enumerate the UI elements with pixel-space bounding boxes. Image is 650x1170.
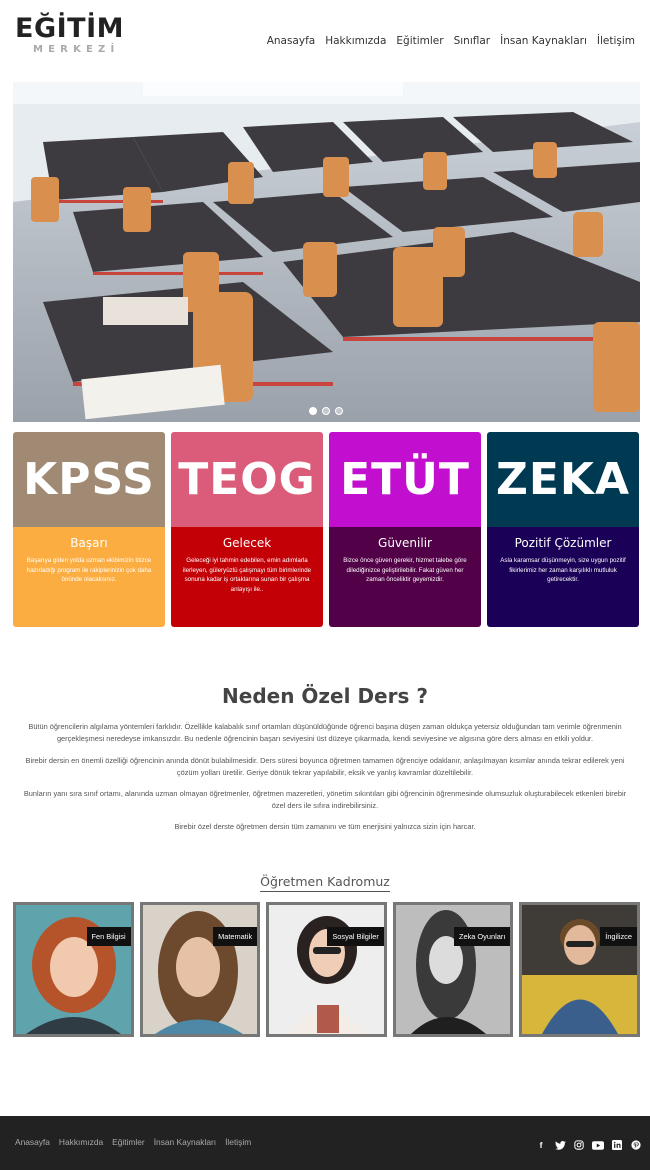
nav-anasayfa[interactable]: Anasayfa (266, 35, 316, 47)
card-etut[interactable] (329, 432, 481, 627)
card-title: Güvenilir (378, 536, 432, 550)
twitter-icon[interactable] (554, 1139, 566, 1151)
card-title: Gelecek (222, 536, 272, 550)
site-footer (0, 1116, 650, 1170)
card-title: Başarı (70, 536, 108, 550)
card-big-label: TEOG (178, 454, 316, 505)
facebook-icon[interactable]: f (539, 1140, 543, 1150)
classroom-photo (13, 82, 640, 422)
nav-siniflar[interactable]: Sınıflar (453, 35, 491, 47)
card-top (171, 432, 323, 527)
footer-nav-insan-kaynaklari[interactable]: İnsan Kaynakları (153, 1137, 217, 1147)
card-text: Başarıya giden yolda uzman ekibimizin titizce hazırladığı program ile rakiplerinizin çok daha önünde olacaksınız. (26, 557, 152, 583)
card-big-label: ETÜT (340, 454, 470, 505)
site-header (0, 0, 650, 80)
teacher-card-sosyal[interactable] (266, 902, 387, 1037)
teacher-tag: İngilizce (600, 927, 637, 946)
logo-main-text: EĞİTİM (15, 13, 124, 44)
footer-nav-egitimler[interactable]: Eğitimler (112, 1137, 145, 1147)
teacher-tag: Matematik (213, 927, 257, 946)
teacher-photo (269, 905, 384, 1034)
teacher-photo (143, 905, 258, 1034)
staff-gallery (13, 902, 640, 1037)
card-big-label: ZEKA (495, 454, 631, 505)
main-nav (267, 35, 635, 47)
teacher-card-matematik[interactable] (140, 902, 261, 1037)
staff-title (0, 873, 650, 891)
linkedin-icon[interactable] (611, 1139, 623, 1151)
teacher-photo (16, 905, 131, 1034)
why-paragraph-3: Bunların yanı sıra sınıf ortamı, alanında uzman olmayan öğretmenler, öğretmen mazeretleri, yönetim sıkıntıları gibi öğrencinin öğrenmesinde olumsuzluk oluşturabilecek etkenleri birebir özel ders ile sıfıra indirebilirsiniz. (23, 789, 627, 810)
teacher-photo (522, 905, 637, 1034)
card-text: Geleceği iyi tahmin edebilen, emin adımlarla ilerleyen, güleryüzlü çalışmayı tüm birimlerinde sonuna kadar iş ortaklarına sunan bir çalışma anlayışı ile.. (182, 557, 312, 593)
why-paragraph-2: Birebir dersin en önemli özelliği öğrencinin anında dönüt bulabilmesidir. Ders süresi boyunca öğretmen tamamen öğrenciye odaklanır, anlaşılmayan kısımlar anında tekrar edilerek yeni çözüm yolları üretilir. Geriye dönük tekrar yapılabilir, eksik ve yanlış kavramlar düzeltilebilir. (25, 756, 625, 777)
youtube-icon[interactable] (592, 1139, 604, 1151)
logo-sub-text: MERKEZİ (33, 44, 120, 55)
footer-nav-iletisim[interactable]: İletişim (225, 1137, 252, 1147)
nav-iletisim[interactable]: İletişim (596, 35, 635, 47)
why-title: Neden Özel Ders ? (222, 684, 428, 708)
card-top (13, 432, 165, 527)
footer-nav-anasayfa[interactable]: Anasayfa (15, 1137, 50, 1147)
staff-title-text: Öğretmen Kadromuz (260, 874, 390, 892)
card-text: Bizce önce güven gerekir, hizmet talebe göre dilediğinizce geliştirilebilir. Fakat güven her zaman önceliktir geyemizdir. (343, 557, 467, 583)
card-bottom (487, 527, 639, 627)
card-bottom (13, 527, 165, 627)
social-links (535, 1139, 642, 1151)
hero-slider[interactable] (13, 82, 640, 422)
slider-dot-3[interactable] (335, 407, 343, 415)
why-paragraph-1: Bütün öğrencilerin algılama yöntemleri farklıdır. Özellikle kalabalık sınıf ortamları düşünüldüğünde öğrenci başına düşen zaman oldukça yetersiz olduğundan tam verimle öğrenmenin gerçekleşmesi neredeyse imkansızdır. Bu nedenle öğrencinin başarı seviyesini üst düzeye çıkarmada, kendi seviyesine ve algısına göre ders alması en etkili yoldur. (28, 722, 622, 743)
nav-insan-kaynaklari[interactable]: İnsan Kaynakları (500, 35, 587, 47)
card-top (487, 432, 639, 527)
nav-hakkimizda[interactable]: Hakkımızda (325, 35, 387, 47)
nav-egitimler[interactable]: Eğitimler (396, 35, 444, 47)
teacher-card-zeka[interactable] (393, 902, 514, 1037)
feature-cards (13, 432, 640, 627)
pinterest-icon[interactable] (630, 1139, 642, 1151)
card-big-label: KPSS (23, 454, 155, 505)
why-paragraph-4: Birebir özel derste öğretmen dersin tüm zamanını ve tüm enerjisini yalnızca sizin için harcar. (174, 822, 476, 831)
card-top (329, 432, 481, 527)
instagram-icon[interactable] (573, 1139, 585, 1151)
teacher-card-ingilizce[interactable] (519, 902, 640, 1037)
teacher-tag: Sosyal Bilgiler (327, 927, 383, 946)
site-logo[interactable] (15, 14, 130, 56)
footer-nav (15, 1137, 251, 1147)
teacher-photo (396, 905, 511, 1034)
card-bottom (329, 527, 481, 627)
card-text: Asla karamsar düşünmeyin, size uygun pozitif fikirlerimiz her zaman karşılıklı mutluluk getirecektir. (500, 557, 626, 583)
card-zeka[interactable] (487, 432, 639, 627)
slider-dots (309, 407, 343, 415)
card-teog[interactable] (171, 432, 323, 627)
slider-dot-1[interactable] (309, 407, 317, 415)
card-title: Pozitif Çözümler (514, 536, 612, 550)
slider-dot-2[interactable] (322, 407, 330, 415)
teacher-tag: Zeka Oyunları (454, 927, 510, 946)
card-kpss[interactable] (13, 432, 165, 627)
card-bottom (171, 527, 323, 627)
footer-nav-hakkimizda[interactable]: Hakkımızda (58, 1137, 104, 1147)
teacher-tag: Fen Bilgisi (87, 927, 131, 946)
teacher-card-fen[interactable] (13, 902, 134, 1037)
